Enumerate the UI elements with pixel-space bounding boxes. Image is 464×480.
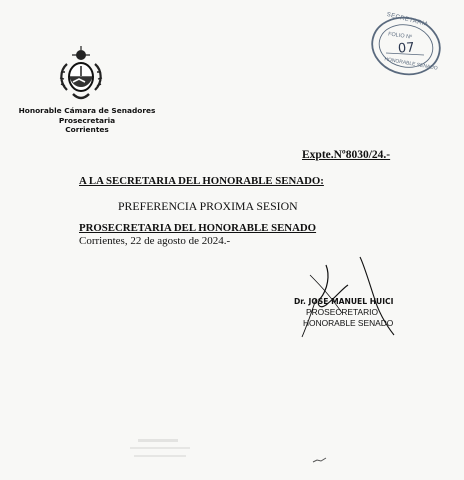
stamp-bottom-text: HONORABLE SENADO [383,56,439,72]
signature-block [294,296,393,329]
stamp-folio-label: FOLIO Nº [387,31,413,41]
city-name: Corrientes [65,125,109,134]
ink-mark [312,456,328,464]
signatory-title: PROSECRETARIO [306,307,378,317]
bleed-through-mark [120,435,210,465]
subject-line: PREFERENCIA PROXIMA SESION [118,199,298,213]
date-line: Corrientes, 22 de agosto de 2024.- [79,235,231,247]
expediente-number: Expte.Nº8030/24.- [302,149,391,161]
signatory-body: HONORABLE SENADO [303,318,394,328]
institution-name: Honorable Cámara de Senadores [18,106,156,115]
addressee-line: A LA SECRETARIA DEL HONORABLE SENADO: [79,175,324,187]
stamp-folio-number: 07 [397,40,416,57]
issuing-office: PROSECRETARIA DEL HONORABLE SENADO [79,222,317,234]
folio-stamp [366,13,446,79]
coat-of-arms-icon [55,46,107,104]
office-name: Prosecretaria [58,115,116,125]
stamp-top-text: SECRETARIA [385,11,429,29]
institution-header [12,106,162,135]
signatory-name: Dr. JOSE MANUEL HUICI [294,297,394,306]
